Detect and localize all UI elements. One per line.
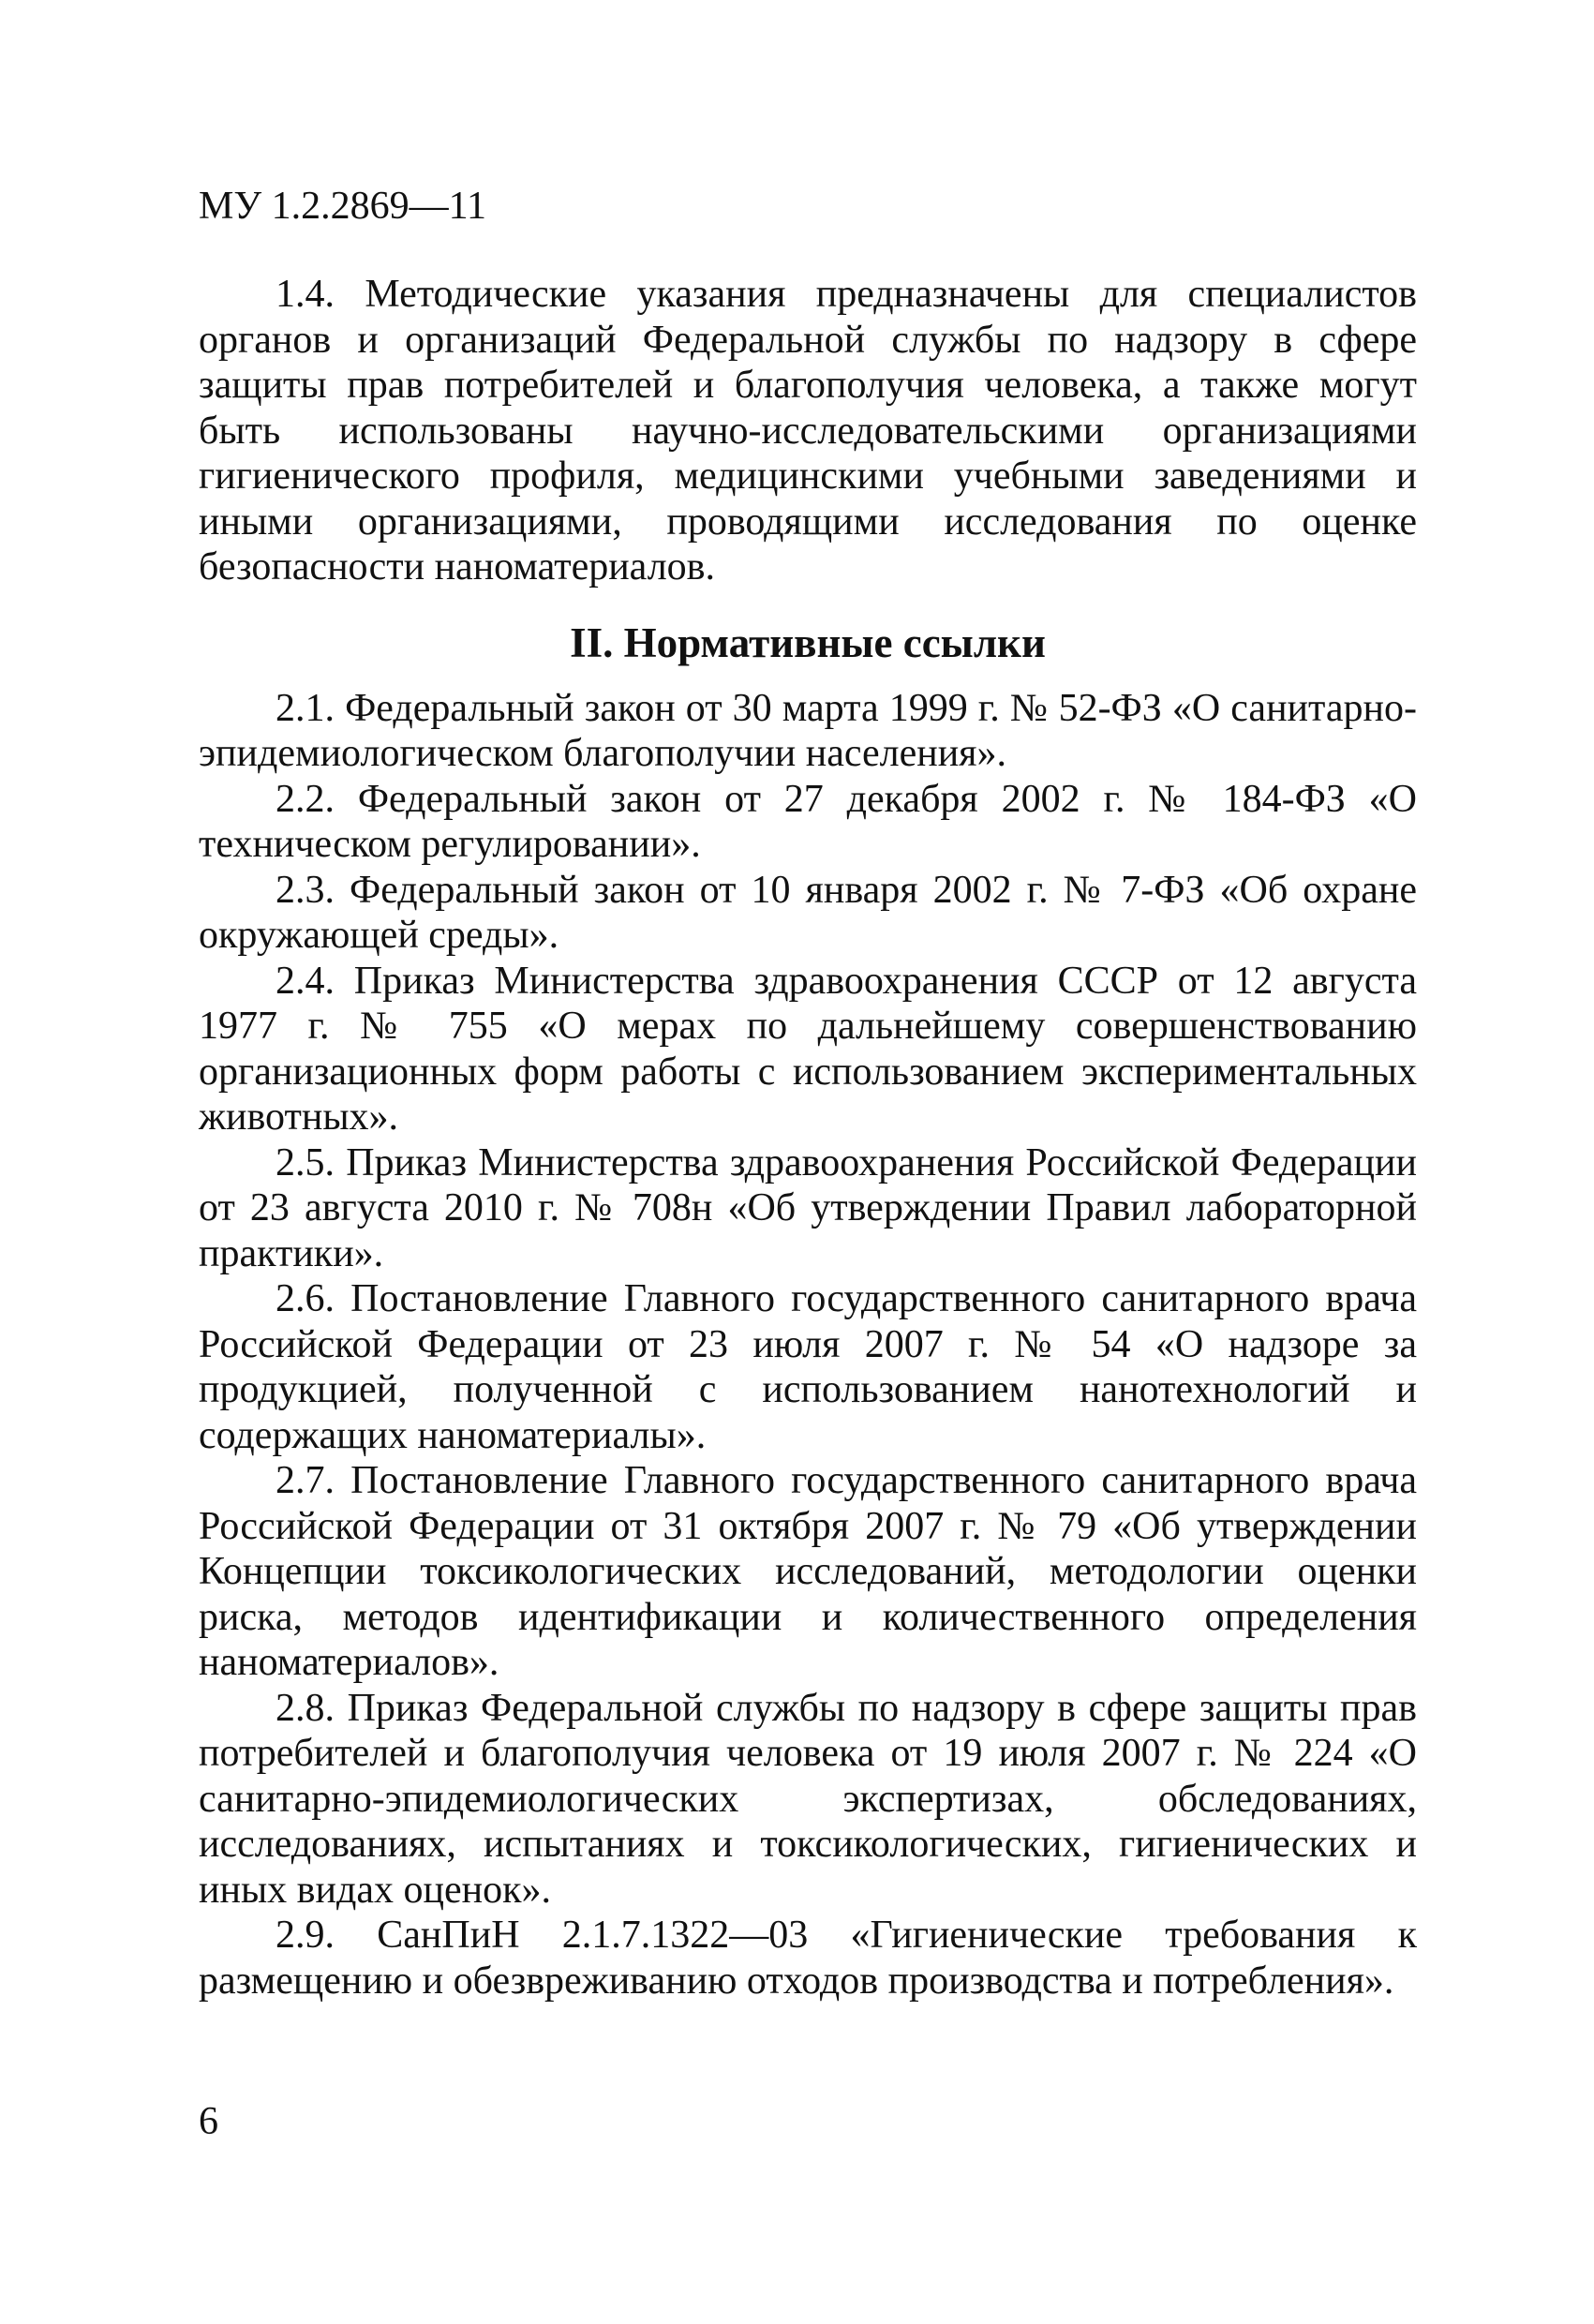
paragraph-1-4: 1.4. Методические указания предназначены для специалистов органов и организаций Федеральной службы по надзору в сфере защиты прав потребителей и благополучия человека, а также могут быть использованы научно-исследовательскими организациями гигиенического профиля, медицинскими учебными заведениями и иными организациями, проводящими исследования по оценке безопасности наноматериалов.: [199, 273, 1417, 588]
page-number: 6: [199, 2100, 218, 2143]
reference-item-2-7: 2.7. Постановление Главного государственного санитарного врача Российской Федерации от 31 октября 2007 г. № 79 «Об утверждении Концепции токсикологических исследований, методологии оценки риска, методов идентификации и количественного определения наноматериалов».: [199, 1459, 1417, 1684]
document-code: МУ 1.2.2869—11: [199, 185, 487, 228]
reference-item-2-3: 2.3. Федеральный закон от 10 января 2002 г. № 7-ФЗ «Об охране окружающей среды».: [199, 868, 1417, 957]
reference-item-2-9: 2.9. СанПиН 2.1.7.1322—03 «Гигиенические требования к размещению и обезвреживанию отходов производства и потребления».: [199, 1914, 1417, 2003]
reference-item-2-6: 2.6. Постановление Главного государственного санитарного врача Российской Федерации от 23 июля 2007 г. № 54 «О надзоре за продукцией, полученной с использованием нанотехнологий и содержащих наноматериалы».: [199, 1277, 1417, 1457]
reference-item-2-8: 2.8. Приказ Федеральной службы по надзору в сфере защиты прав потребителей и благополучия человека от 19 июля 2007 г. № 224 «О санитарно-эпидемиологических экспертизах, обследованиях, исследованиях, испытаниях и токсикологических, гигиенических и иных видах оценок».: [199, 1686, 1417, 1912]
reference-item-2-5: 2.5. Приказ Министерства здравоохранения Российской Федерации от 23 августа 2010 г. № 708н «Об утверждении Правил лабораторной практики».: [199, 1140, 1417, 1275]
reference-item-2-4: 2.4. Приказ Министерства здравоохранения СССР от 12 августа 1977 г. № 755 «О мерах по дальнейшему совершенствованию организационных форм работы с использованием экспериментальных животных».: [199, 959, 1417, 1139]
section-title: II. Нормативные ссылки: [570, 618, 1046, 666]
page-content: [199, 272, 1417, 2004]
reference-item-2-1: 2.1. Федеральный закон от 30 марта 1999 г. № 52-ФЗ «О санитарно-эпидемиологическом благополучии населения».: [199, 686, 1417, 775]
reference-item-2-2: 2.2. Федеральный закон от 27 декабря 2002 г. № 184-ФЗ «О техническом регулировании».: [199, 777, 1417, 866]
